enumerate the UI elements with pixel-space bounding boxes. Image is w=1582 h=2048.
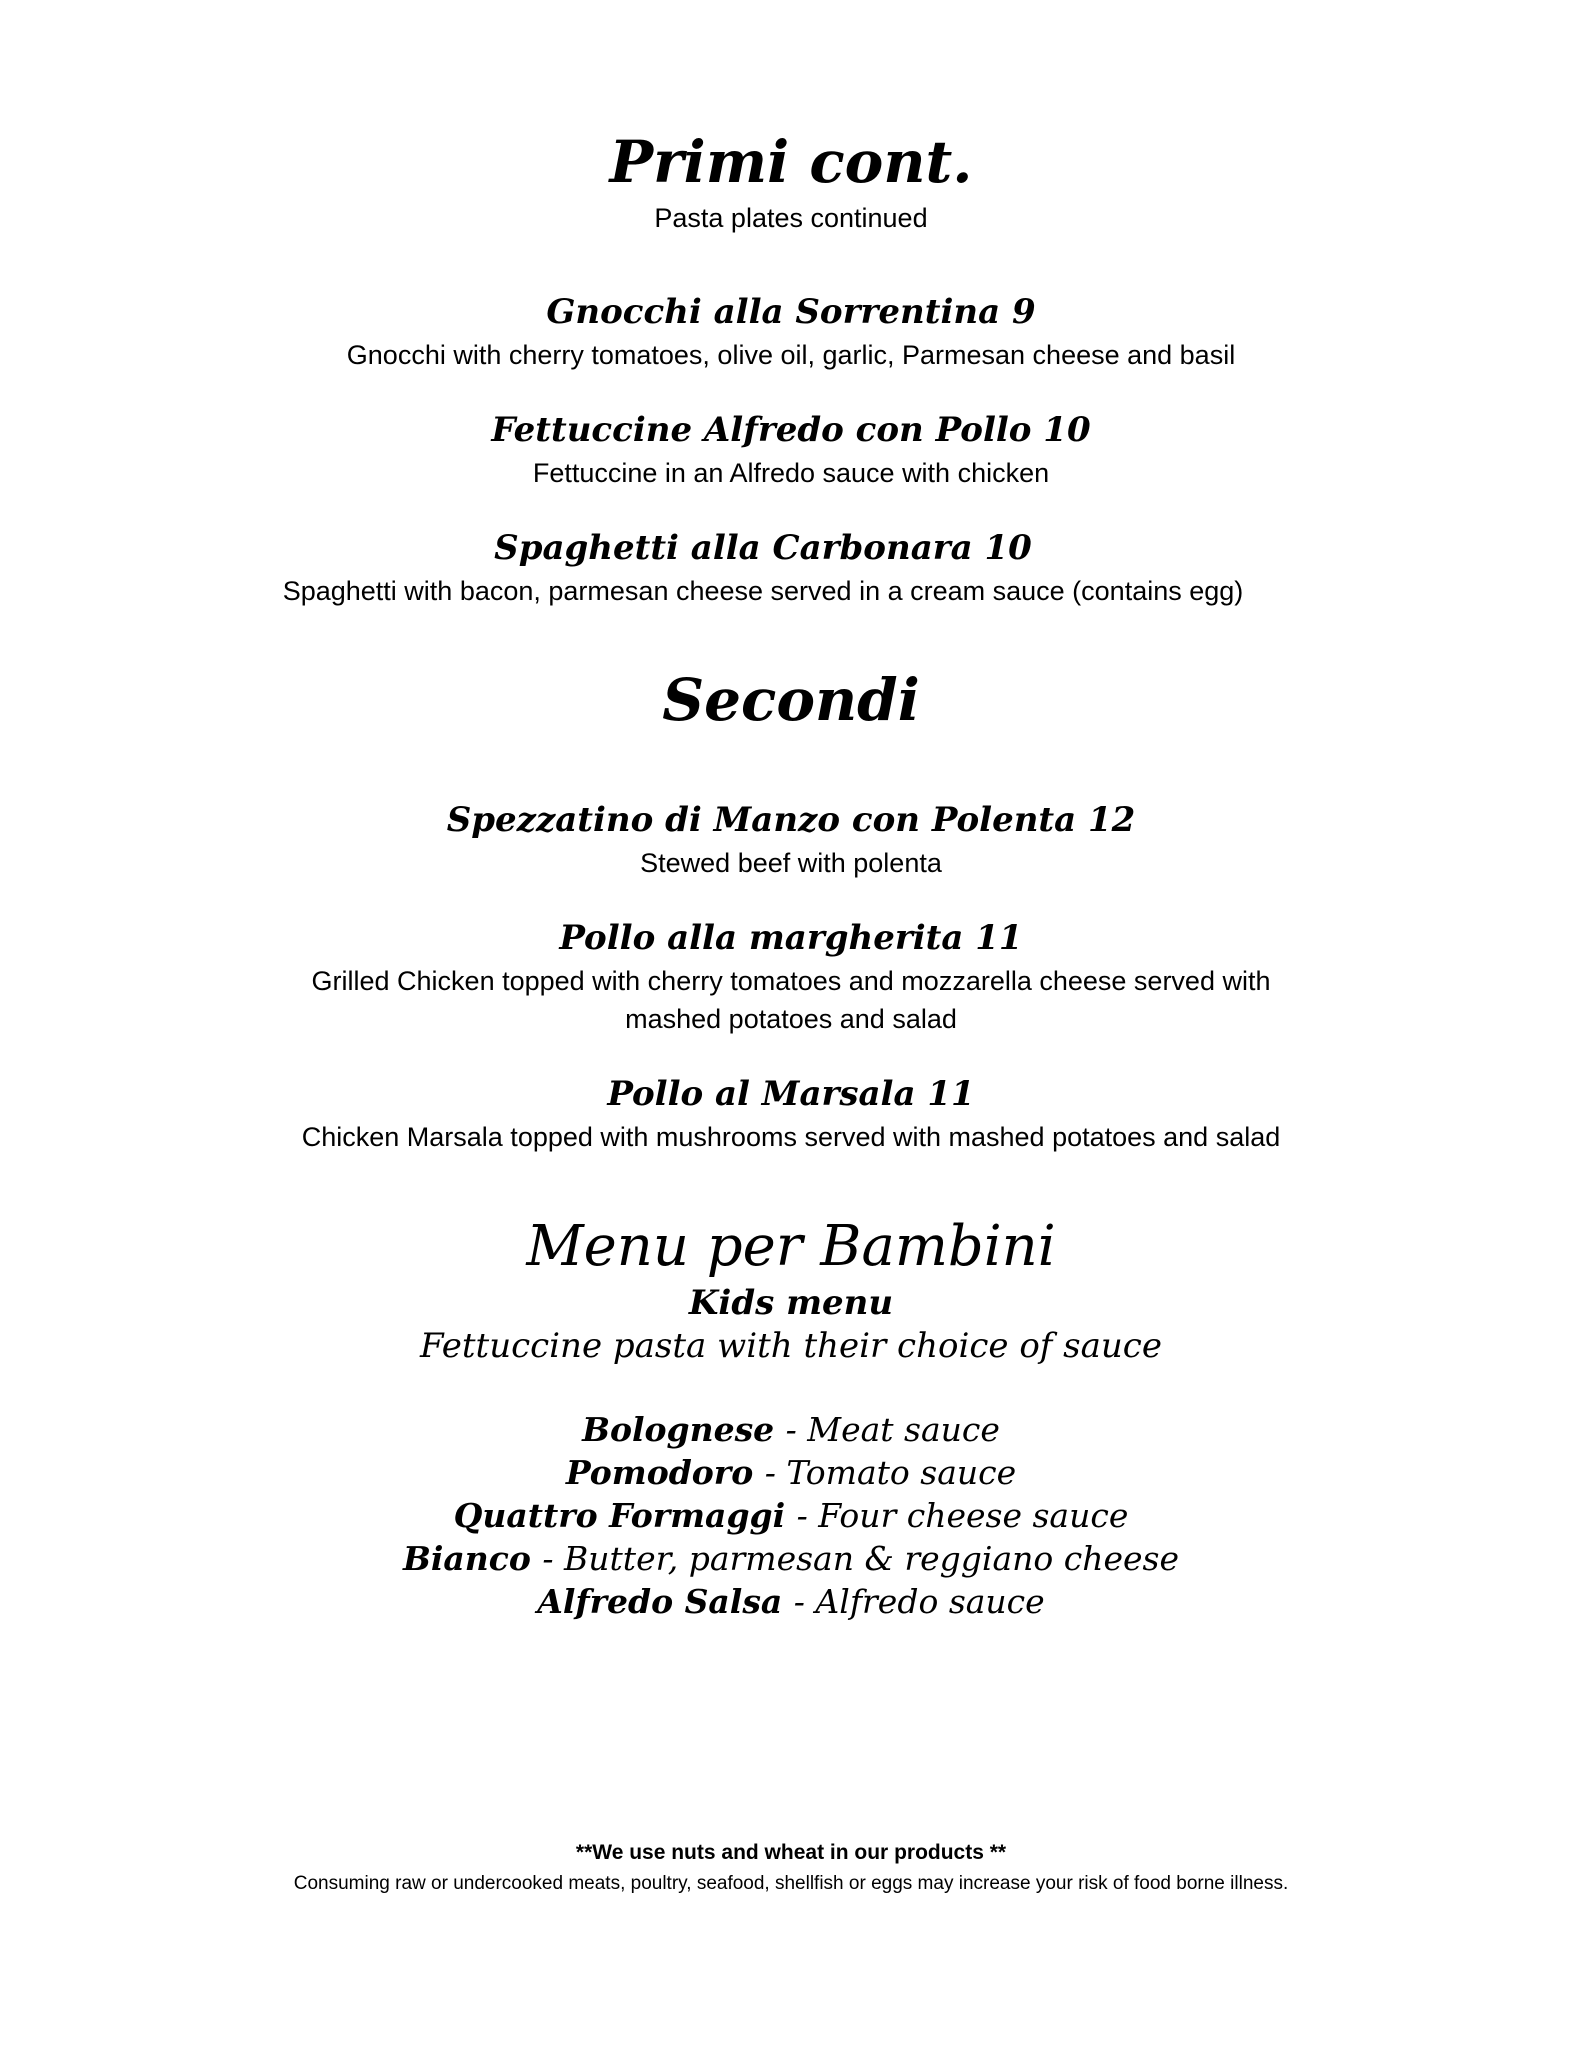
bambini-subtitle: Kids menu — [688, 1283, 894, 1323]
sauce-description: - Butter, parmesan & reggiano cheese — [542, 1539, 1179, 1578]
secondi-dish-name: Pollo alla margherita 11 — [559, 918, 1023, 958]
sauce-name: Alfredo Salsa — [537, 1582, 783, 1621]
primi-dish-description: Spaghetti with bacon, parmesan cheese served in a cream sauce (contains egg) — [282, 576, 1244, 606]
secondi-dish-name: Spezzatino di Manzo con Polenta 12 — [446, 800, 1136, 840]
primi-dish-name: Gnocchi alla Sorrentina 9 — [546, 292, 1036, 332]
bambini-sauce-item — [0, 1410, 1582, 1449]
bambini-sauce-item — [0, 1496, 1582, 1535]
secondi-dish-description: Stewed beef with polenta — [640, 848, 942, 878]
bambini-note: Fettuccine pasta with their choice of sauce — [420, 1326, 1162, 1366]
sauce-description: - Alfredo sauce — [793, 1582, 1045, 1621]
secondi-dish-description: mashed potatoes and salad — [625, 1004, 957, 1034]
primi-dish-description: Fettuccine in an Alfredo sauce with chicken — [532, 458, 1050, 488]
primi-title: Primi cont. — [609, 128, 973, 196]
sauce-name: Bolognese — [582, 1410, 775, 1449]
bambini-title: Menu per Bambini — [526, 1214, 1056, 1279]
secondi-dish-name: Pollo al Marsala 11 — [607, 1074, 975, 1114]
sauce-name: Bianco — [402, 1539, 531, 1578]
primi-subtitle: Pasta plates continued — [654, 203, 928, 233]
bambini-sauce-item — [0, 1582, 1582, 1621]
food-safety-warning: Consuming raw or undercooked meats, poultry, seafood, shellfish or eggs may increase your risk of food borne illness. — [293, 1873, 1289, 1894]
sauce-description: - Meat sauce — [785, 1410, 1000, 1449]
bambini-sauce-item — [0, 1453, 1582, 1492]
sauce-description: - Four cheese sauce — [796, 1496, 1129, 1535]
secondi-title: Secondi — [662, 666, 920, 734]
bambini-sauce-item — [0, 1539, 1582, 1578]
primi-dish-name: Spaghetti alla Carbonara 10 — [494, 528, 1032, 568]
secondi-dish-description: Grilled Chicken topped with cherry tomatoes and mozzarella cheese served with — [311, 966, 1271, 996]
sauce-name: Quattro Formaggi — [453, 1496, 786, 1535]
sauce-name: Pomodoro — [565, 1453, 754, 1492]
secondi-dish-description: Chicken Marsala topped with mushrooms served with mashed potatoes and salad — [301, 1122, 1281, 1152]
primi-dish-description: Gnocchi with cherry tomatoes, olive oil, garlic, Parmesan cheese and basil — [346, 340, 1236, 370]
sauce-description: - Tomato sauce — [764, 1453, 1017, 1492]
primi-dish-name: Fettuccine Alfredo con Pollo 10 — [491, 410, 1091, 450]
allergy-notice: **We use nuts and wheat in our products ** — [575, 1841, 1007, 1864]
